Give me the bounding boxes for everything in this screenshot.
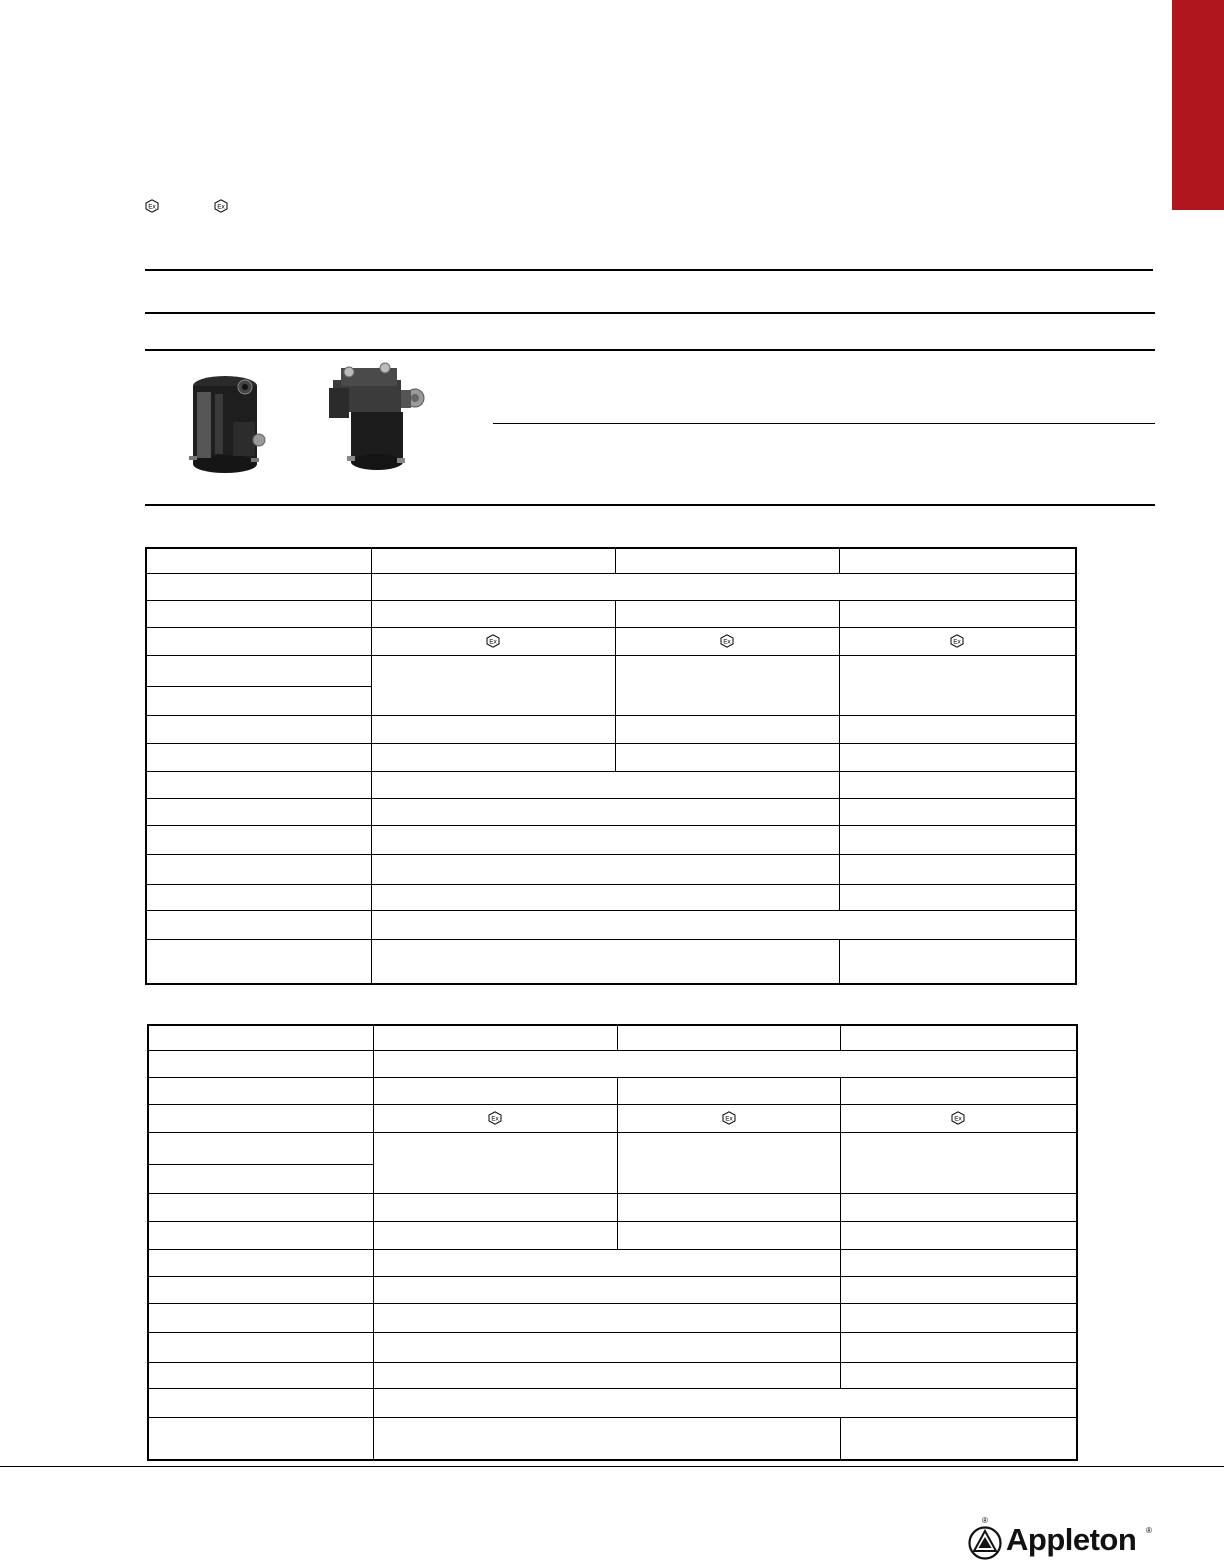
svg-text:Ex: Ex: [217, 203, 225, 211]
table-cell: [373, 1221, 617, 1249]
table-cell: [840, 1132, 1077, 1193]
table-cell: [146, 854, 371, 884]
table-cell: [840, 1362, 1077, 1388]
footer-divider: [0, 1466, 1224, 1467]
svg-text:Ex: Ex: [148, 203, 156, 211]
table-cell: [840, 1276, 1077, 1303]
ex-mark-cell: [839, 627, 1076, 655]
table-cell: [148, 1388, 373, 1417]
ex-hexagon-icon: [145, 199, 159, 213]
table-cell: [839, 771, 1076, 798]
ex-hexagon-icon: [488, 1111, 502, 1125]
table-cell: [371, 655, 615, 715]
table-cell: [371, 910, 1076, 939]
ex-hexagon-icon: [486, 634, 500, 648]
section-tab: [1172, 0, 1224, 210]
brand-name: Appleton: [1006, 1522, 1137, 1557]
table-cell: [371, 743, 615, 771]
divider: [145, 312, 1155, 314]
divider: [493, 423, 1155, 424]
table-cell: [615, 743, 839, 771]
ex-hexagon-icon: [950, 634, 964, 648]
ex-mark-cell: [373, 1104, 617, 1132]
table-cell: [615, 548, 839, 573]
table-cell: [839, 884, 1076, 910]
table-cell: [840, 1249, 1077, 1276]
table-cell: [617, 1132, 840, 1193]
ex-hexagon-icon: [722, 1111, 736, 1125]
ex-hexagon-icon: [951, 1111, 965, 1125]
table-cell: [146, 825, 371, 854]
svg-text:Ex: Ex: [724, 1115, 733, 1123]
table-cell: [148, 1077, 373, 1104]
registered-mark: ®: [982, 1516, 988, 1525]
table-cell: [615, 655, 839, 715]
table-cell: [615, 600, 839, 627]
svg-text:Ex: Ex: [953, 638, 962, 646]
table-cell: [148, 1025, 373, 1050]
table-cell: [371, 715, 615, 743]
table-cell: [839, 798, 1076, 825]
table-cell: [373, 1276, 840, 1303]
divider: [145, 269, 1153, 271]
table-cell: [148, 1164, 373, 1193]
table-cell: [146, 573, 371, 600]
table-cell: [146, 939, 371, 984]
table-cell: [146, 798, 371, 825]
table-cell: [148, 1132, 373, 1164]
table-cell: [839, 939, 1076, 984]
divider: [145, 504, 1155, 506]
ex-mark-cell: [617, 1104, 840, 1132]
table-cell: [840, 1077, 1077, 1104]
table-cell: [617, 1077, 840, 1104]
table-cell: [148, 1332, 373, 1362]
table-cell: [146, 715, 371, 743]
svg-text:Ex: Ex: [489, 638, 497, 646]
table-cell: [839, 548, 1076, 573]
table-cell: [373, 1417, 840, 1460]
table-cell: [371, 854, 839, 884]
table-cell: [373, 1132, 617, 1193]
appleton-triangle-logo-icon: [968, 1526, 1002, 1560]
table-cell: [840, 1193, 1077, 1221]
table-cell: [146, 548, 371, 573]
table-cell: [840, 1221, 1077, 1249]
product-photo-fitting: [185, 372, 275, 484]
ex-hexagon-icon: [214, 199, 228, 213]
table-cell: [373, 1050, 1077, 1077]
table-cell: [371, 548, 615, 573]
table-cell: [839, 715, 1076, 743]
table-cell: [371, 600, 615, 627]
spec-table-top: [145, 547, 1077, 985]
table-cell: [371, 825, 839, 854]
table-cell: [148, 1362, 373, 1388]
table-cell: [839, 854, 1076, 884]
appleton-logo: [966, 1516, 1166, 1564]
table-cell: [148, 1221, 373, 1249]
table-cell: [148, 1050, 373, 1077]
table-cell: [371, 939, 839, 984]
table-cell: [839, 600, 1076, 627]
svg-text:Ex: Ex: [954, 1115, 963, 1123]
table-cell: [146, 743, 371, 771]
table-cell: [146, 686, 371, 715]
divider: [145, 349, 1155, 351]
table-cell: [839, 743, 1076, 771]
table-cell: [617, 1193, 840, 1221]
table-cell: [371, 573, 1076, 600]
table-cell: [373, 1025, 617, 1050]
table-cell: [373, 1332, 840, 1362]
table-cell: [373, 1249, 840, 1276]
ex-hexagon-icon: [720, 634, 734, 648]
table-cell: [840, 1332, 1077, 1362]
table-cell: [840, 1025, 1077, 1050]
table-cell: [148, 1417, 373, 1460]
table-cell: [617, 1221, 840, 1249]
table-cell: [148, 1104, 373, 1132]
table-cell: [373, 1362, 840, 1388]
table-cell: [148, 1249, 373, 1276]
table-cell: [371, 884, 839, 910]
ex-mark-cell: [615, 627, 839, 655]
table-cell: [146, 884, 371, 910]
table-cell: [146, 655, 371, 686]
table-cell: [373, 1303, 840, 1332]
table-cell: [146, 910, 371, 939]
table-cell: [839, 825, 1076, 854]
spec-table-bottom: [147, 1024, 1078, 1461]
table-cell: [146, 600, 371, 627]
table-cell: [148, 1276, 373, 1303]
table-cell: [371, 798, 839, 825]
table-cell: [839, 655, 1076, 715]
ex-mark-cell: [840, 1104, 1077, 1132]
registered-mark: ®: [1146, 1526, 1152, 1535]
ex-mark-cell: [371, 627, 615, 655]
table-cell: [615, 715, 839, 743]
table-cell: [371, 771, 839, 798]
svg-text:Ex: Ex: [723, 638, 731, 646]
table-cell: [146, 627, 371, 655]
svg-text:Ex: Ex: [491, 1115, 499, 1123]
table-cell: [840, 1303, 1077, 1332]
product-photo-bracket-fitting: [325, 360, 440, 480]
table-cell: [617, 1025, 840, 1050]
table-cell: [373, 1077, 617, 1104]
table-cell: [373, 1193, 617, 1221]
table-cell: [373, 1388, 1077, 1417]
table-cell: [148, 1193, 373, 1221]
table-cell: [146, 771, 371, 798]
table-cell: [840, 1417, 1077, 1460]
table-cell: [148, 1303, 373, 1332]
